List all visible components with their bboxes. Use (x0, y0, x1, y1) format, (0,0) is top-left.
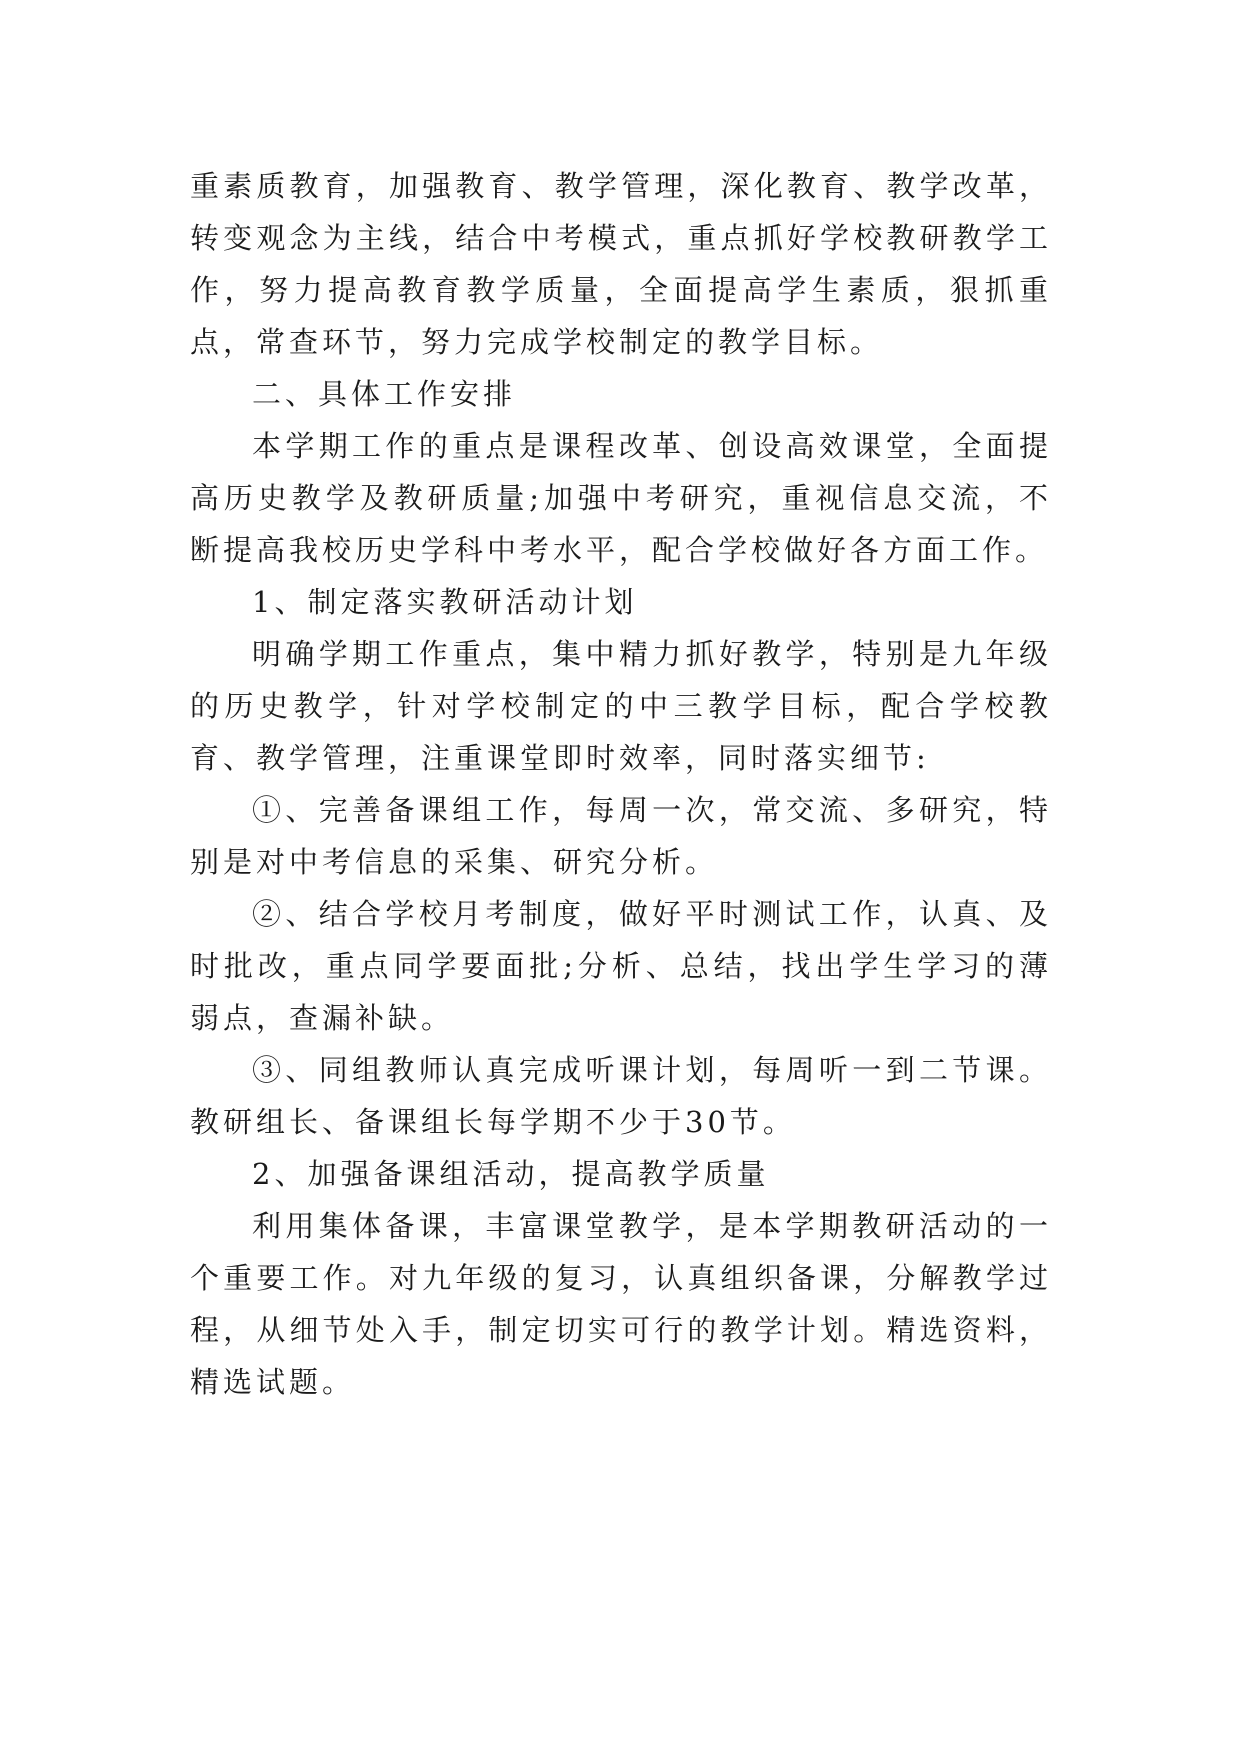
list-item-6: ①、完善备课组工作，每周一次，常交流、多研究，特别是对中考信息的采集、研究分析。 (190, 793, 1052, 879)
list-item-8: ③、同组教师认真完成听课计划，每周听一到二节课。教研组长、备课组长每学期不少于30节。 (190, 1053, 1052, 1139)
paragraph-3: 本学期工作的重点是课程改革、创设高效课堂，全面提高历史教学及教研质量;加强中考研究，重视信息交流，不断提高我校历史学科中考水平，配合学校做好各方面工作。 (190, 429, 1052, 567)
subheading-4: 1、制定落实教研活动计划 (252, 585, 638, 619)
paragraph-1: 重素质教育，加强教育、教学管理，深化教育、教学改革，转变观念为主线，结合中考模式，重点抓好学校教研教学工作，努力提高教育教学质量，全面提高学生素质，狠抓重点，常查环节，努力完成学校制定的教学目标。 (190, 169, 1052, 359)
subheading-9: 2、加强备课组活动，提高教学质量 (252, 1157, 770, 1191)
paragraph-5: 明确学期工作重点，集中精力抓好教学，特别是九年级的历史教学，针对学校制定的中三教学目标，配合学校教育、教学管理，注重课堂即时效率，同时落实细节: (190, 637, 1052, 775)
section-heading-2: 二、具体工作安排 (252, 377, 517, 411)
list-item-7: ②、结合学校月考制度，做好平时测试工作，认真、及时批改，重点同学要面批;分析、总结，找出学生学习的薄弱点，查漏补缺。 (190, 897, 1052, 1035)
paragraph-10: 利用集体备课，丰富课堂教学，是本学期教研活动的一个重要工作。对九年级的复习，认真组织备课，分解教学过程，从细节处入手，制定切实可行的教学计划。精选资料，精选试题。 (190, 1209, 1052, 1399)
document-body (190, 160, 1052, 1408)
